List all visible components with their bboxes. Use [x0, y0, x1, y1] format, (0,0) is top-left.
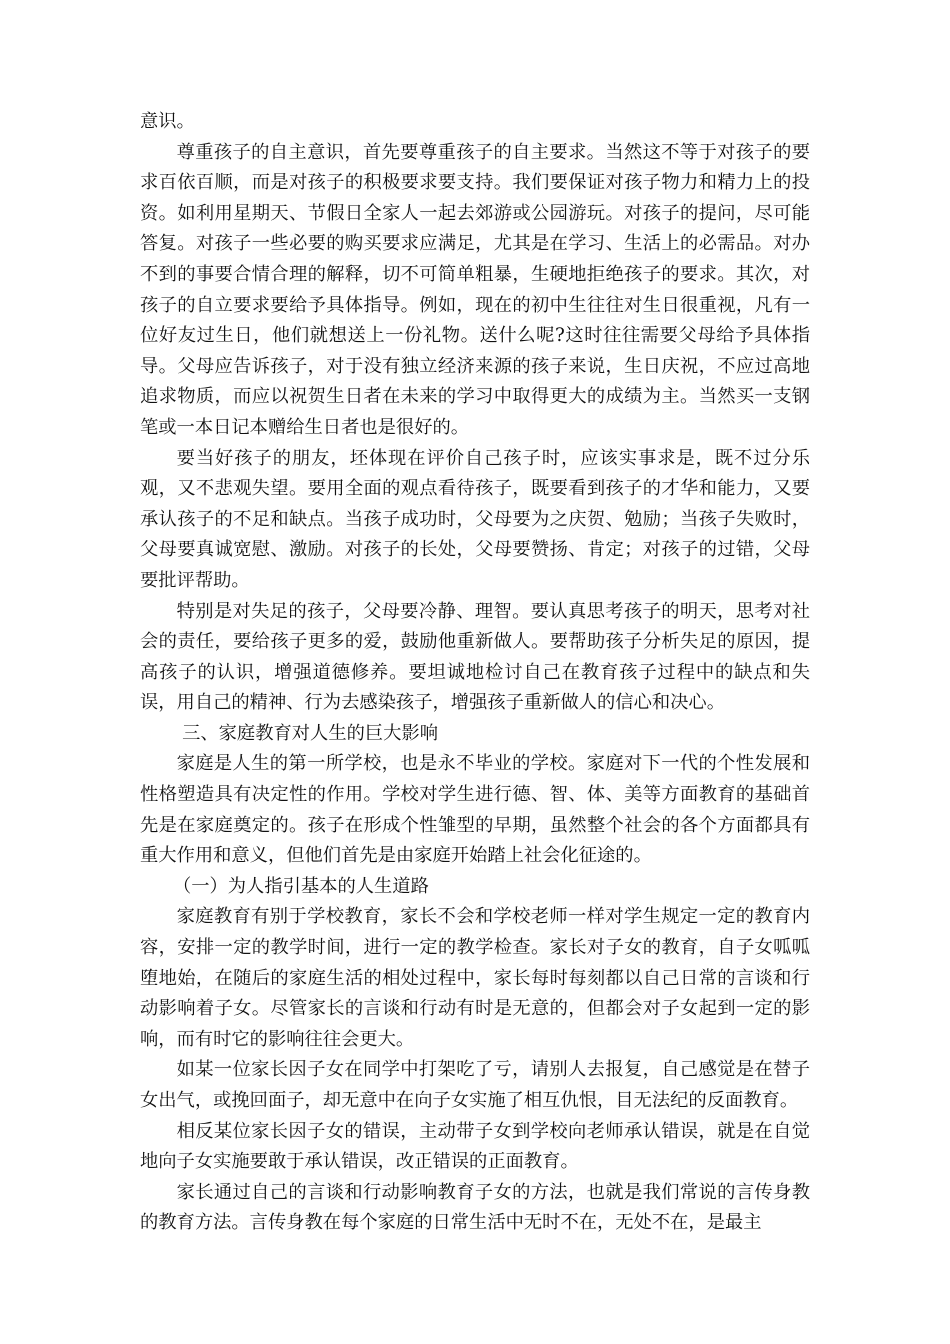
paragraph-continuation: 意识。: [140, 111, 195, 132]
document-body: [140, 107, 810, 1239]
paragraph-family-first-school: 家庭是人生的第一所学校，也是永不毕业的学校。家庭对下一代的个性发展和性格塑造具有决定性的作用。学校对学生进行德、智、体、美等方面教育的基础首先是在家庭奠定的。孩子在形成个性雏型的早期，虽然整个社会的各个方面都具有重大作用和意义，但他们首先是由家庭开始踏上社会化征途的。: [140, 753, 810, 867]
subsection-heading-1: （一）为人指引基本的人生道路: [172, 875, 429, 897]
paragraph-lost-children: 特别是对失足的孩子，父母要冷静、理智。要认真思考孩子的明天，思考对社会的责任，要给孩子更多的爱，鼓励他重新做人。要帮助孩子分析失足的原因，提高孩子的认识，增强道德修养。要坦诚地检讨自己在教育孩子过程中的缺点和失误，用自己的精神、行为去感染孩子，增强孩子重新做人的信心和决心。: [140, 600, 810, 714]
paragraph-respect-autonomy: 尊重孩子的自主意识，首先要尊重孩子的自主要求。当然这不等于对孩子的要求百依百顺，而是对孩子的积极要求要支持。我们要保证对孩子物力和精力上的投资。如利用星期天、节假日全家人一起去郊游或公园游玩。对孩子的提问，尽可能答复。对孩子一些必要的购买要求应满足，尤其是在学习、生活上的必需品。对办不到的事要合情合理的解释，切不可简单粗暴，生硬地拒绝孩子的要求。其次，对孩子的自立要求要给予具体指导。例如，现在的初中生往往对生日很重视，凡有一位好友过生日，他们就想送上一份礼物。送什么呢?这时往往需要父母给予具体指导。父母应告诉孩子，对于没有独立经济来源的孩子来说，生日庆祝，不应过高地追求物质，而应以祝贺生日者在未来的学习中取得更大的成绩为主。当然买一支钢笔或一本日记本赠给生日者也是很好的。: [140, 141, 810, 438]
section-heading-3: 三、家庭教育对人生的巨大影响: [182, 722, 439, 744]
paragraph-negative-example: 如某一位家长因子女在同学中打架吃了亏，请别人去报复，自己感觉是在替子女出气，或挽回面子，却无意中在向子女实施了相互仇恨，目无法纪的反面教育。: [140, 1059, 810, 1111]
paragraph-positive-example: 相反某位家长因子女的错误，主动带子女到学校向老师承认错误，就是在自觉地向子女实施要敢于承认错误，改正错误的正面教育。: [140, 1120, 810, 1173]
paragraph-be-friend: 要当好孩子的朋友，坯体现在评价自己孩子时，应该实事求是，既不过分乐观，又不悲观失望。要用全面的观点看待孩子，既要看到孩子的才华和能力，又要承认孩子的不足和缺点。当孩子成功时，父母要为之庆贺、勉励；当孩子失败时，父母要真诚宽慰、激励。对孩子的长处，父母要赞扬、肯定；对孩子的过错，父母要批评帮助。: [140, 447, 810, 591]
paragraph-lead-by-example: 家长通过自己的言谈和行动影响教育子女的方法，也就是我们常说的言传身教的教育方法。言传身教在每个家庭的日常生活中无时不在，无处不在，是最主: [140, 1181, 810, 1234]
paragraph-family-vs-school: 家庭教育有别于学校教育，家长不会和学校老师一样对学生规定一定的教育内容，安排一定的教学时间，进行一定的教学检查。家长对子女的教育，自子女呱呱堕地始，在随后的家庭生活的相处过程中，家长每时每刻都以自己日常的言谈和行动影响着子女。尽管家长的言谈和行动有时是无意的，但都会对子女起到一定的影响，而有时它的影响往往会更大。: [140, 906, 810, 1050]
